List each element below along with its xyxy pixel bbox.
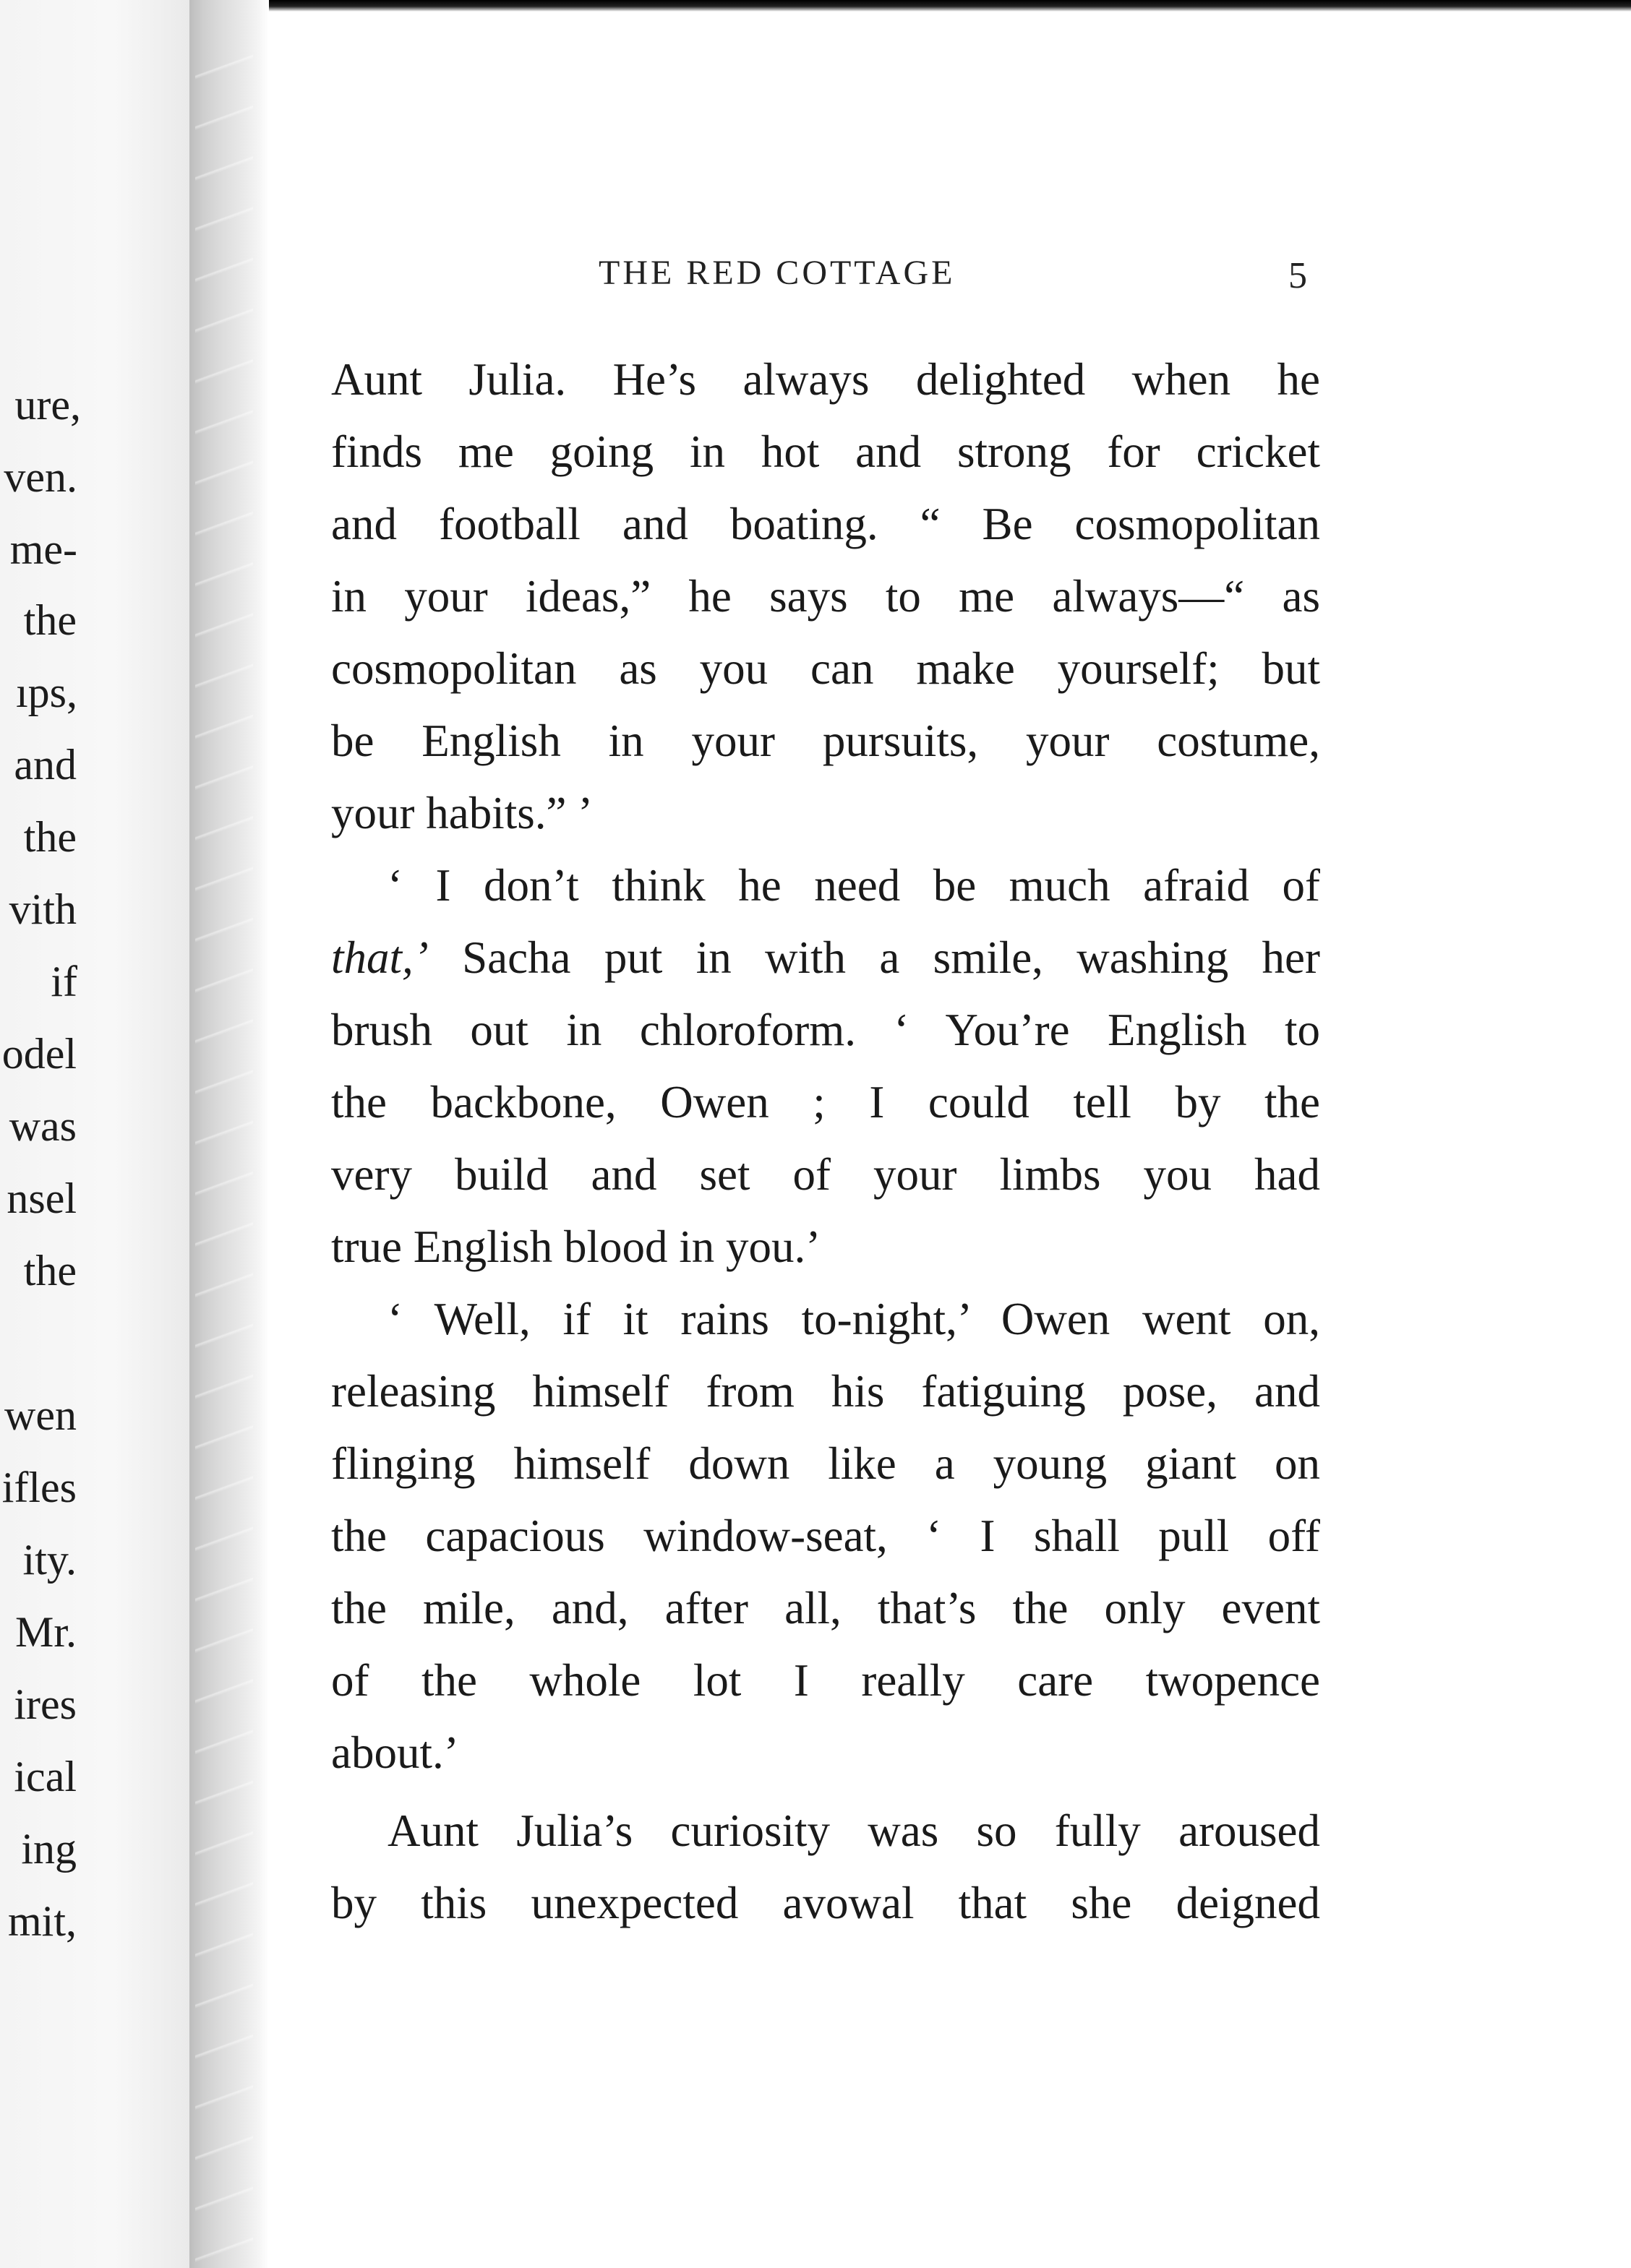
left-page-margin: [0, 0, 189, 2268]
left-page-fragment: ing: [21, 1825, 77, 1873]
left-page-fragment: odel: [1, 1030, 77, 1078]
page-top-edge-shadow: [195, 0, 1631, 12]
left-page-fragment: me-: [9, 525, 77, 573]
left-page-fragment: the: [23, 813, 77, 861]
left-page-fragment: mit,: [7, 1897, 77, 1945]
text-line: true English blood in you.’: [331, 1221, 821, 1272]
left-page-fragment: wen: [4, 1391, 77, 1439]
text-line: your habits.” ’: [331, 788, 594, 838]
left-page-fragment: the: [23, 596, 77, 644]
text-line: flinging himself down like a young giant on: [331, 1438, 1320, 1489]
text-line-with-italic: [331, 932, 1320, 1005]
text-line: about.’: [331, 1727, 459, 1778]
left-page-fragment: the: [23, 1247, 77, 1294]
text-line: finds me going in hot and strong for cricket: [331, 426, 1320, 477]
left-page-fragment: nsel: [7, 1174, 77, 1222]
text-line: the backbone, Owen ; I could tell by the: [331, 1077, 1320, 1127]
left-page-fragment: ity.: [22, 1536, 77, 1584]
text-line: releasing himself from his fatiguing pose, and: [331, 1366, 1320, 1417]
left-page-fragment: if: [51, 958, 77, 1005]
text-line: very build and set of your limbs you had: [331, 1149, 1320, 1200]
left-page-fragment: vith: [9, 885, 77, 933]
text-line: cosmopolitan as you can make yourself; but: [331, 643, 1320, 694]
paragraph-start-line: ‘ I don’t think he need be much afraid of: [388, 860, 1320, 911]
text-line: be English in your pursuits, your costume,: [331, 716, 1320, 766]
paragraph-start-line: Aunt Julia’s curiosity was so fully aroused: [388, 1805, 1320, 1856]
italic-word: that,’: [331, 932, 429, 983]
running-head: THE RED COTTAGE: [599, 254, 956, 292]
left-page-fragment: ical: [14, 1753, 77, 1800]
text-line: the capacious window-seat, ‘ I shall pull off: [331, 1511, 1320, 1561]
text-line: in your ideas,” he says to me always—“ as: [331, 571, 1320, 622]
left-page-fragment: Mr.: [14, 1608, 77, 1656]
paragraph-start-line: ‘ Well, if it rains to-night,’ Owen went on,: [388, 1294, 1320, 1344]
left-page-fragment: ven.: [4, 453, 77, 501]
text-line: and football and boating. “ Be cosmopolitan: [331, 499, 1320, 549]
left-page-fragment: ires: [14, 1680, 77, 1728]
page-number: 5: [1288, 255, 1307, 296]
text-line: the mile, and, after all, that’s the only event: [331, 1583, 1320, 1633]
left-page-fragment: and: [14, 741, 77, 789]
text-line: Aunt Julia. He’s always delighted when he: [331, 354, 1320, 405]
body-text: [331, 354, 1320, 1950]
text-line: brush out in chloroform. ‘ You’re English to: [331, 1005, 1320, 1055]
gutter-scan-scratches: [195, 29, 253, 2262]
text-line: by this unexpected avowal that she deigned: [331, 1878, 1320, 1928]
text-line: of the whole lot I really care twopence: [331, 1655, 1320, 1706]
left-page-fragment: ıps,: [15, 669, 77, 716]
left-page-fragment: was: [9, 1102, 77, 1150]
left-page-fragment: ifles: [1, 1464, 77, 1511]
text-line-remainder: Sacha put in with a smile, washing her: [462, 932, 1320, 983]
left-page-fragment: ure,: [14, 381, 81, 429]
